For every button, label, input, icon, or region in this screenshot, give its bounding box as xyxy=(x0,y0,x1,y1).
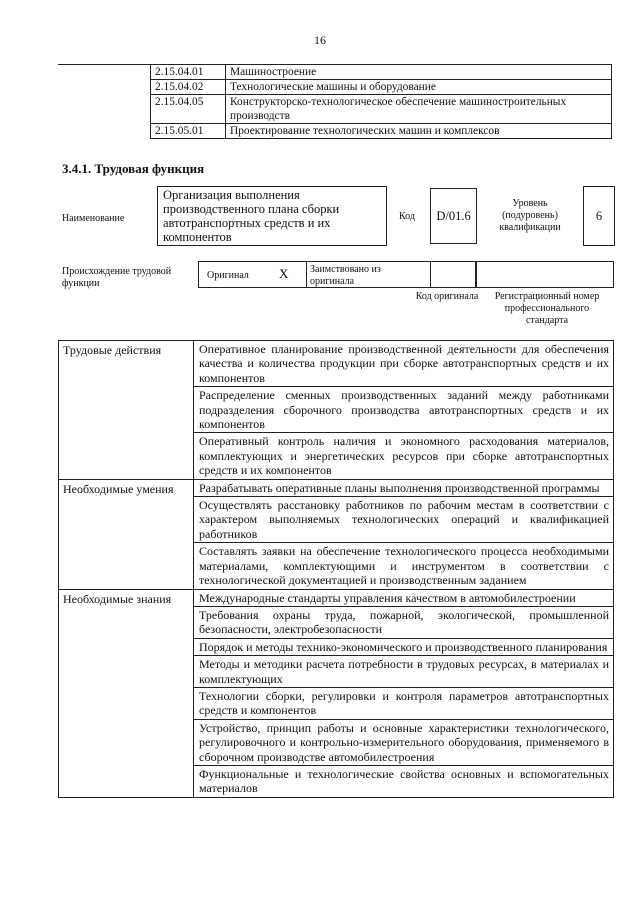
specialty-name: Проектирование технологических машин и комплексов xyxy=(226,124,612,139)
function-details-table xyxy=(58,340,614,798)
specialty-name: Конструкторско-технологическое обеспечение машиностроительных производств xyxy=(226,95,612,124)
borrowed-label: Заимствовано из оригинала xyxy=(306,261,431,288)
name-label: Наименование xyxy=(62,213,125,224)
origin-row xyxy=(198,261,614,288)
section-title: 3.4.1. Трудовая функция xyxy=(62,161,205,176)
list-item: Разрабатывать оперативные планы выполнения производственной программы xyxy=(194,479,614,496)
original-label: Оригинал xyxy=(207,270,249,281)
list-item: Функциональные и технологические свойства основных и вспомогательных материалов xyxy=(194,765,614,797)
table-row xyxy=(59,589,614,606)
function-name-box: Организация выполнения производственного плана сборки автотранспортных средств и их компонентов xyxy=(157,186,387,246)
level-box: 6 xyxy=(583,186,615,246)
table-row xyxy=(59,341,614,387)
code-original-cell xyxy=(431,261,476,288)
specialty-code: 2.15.04.02 xyxy=(151,80,226,95)
table-row xyxy=(59,479,614,496)
specialty-name: Технологические машины и оборудование xyxy=(226,80,612,95)
function-code-box: D/01.6 xyxy=(430,188,477,244)
list-item: Оперативный контроль наличия и экономного расходования материалов, комплектующих и энергетических ресурсов при сборке автотранспортных средств и их компонентов xyxy=(194,433,614,479)
list-item: Технологии сборки, регулировки и контроля параметров автотранспортных средств и компонентов xyxy=(194,687,614,719)
section-heading: Трудовые действия xyxy=(59,341,194,480)
list-item: Порядок и методы технико-экономического и производственного планирования xyxy=(194,638,614,655)
code-original-label: Код оригинала xyxy=(415,291,479,302)
specialty-code: 2.15.04.01 xyxy=(151,65,226,80)
specialty-code: 2.15.05.01 xyxy=(151,124,226,139)
list-item: Составлять заявки на обеспечение технологического процесса необходимыми материалами, комплектующими и инструментом в соответствии с технологической документацией и производственным заданием xyxy=(194,543,614,589)
list-item: Устройство, принцип работы и основные характеристики технологического, регулировочного и контрольно-измерительного оборудования, применяемого в сборочном производстве автомобилестроения xyxy=(194,719,614,765)
list-item: Методы и методики расчета потребности в трудовых ресурсах, в материалах и комплектующих xyxy=(194,656,614,688)
specialties-table xyxy=(58,64,612,139)
list-item: Требования охраны труда, пожарной, экологической, промышленной безопасности, электробезопасности xyxy=(194,606,614,638)
page-number: 16 xyxy=(314,33,326,47)
list-item: Международные стандарты управления качеством в автомобилестроении xyxy=(194,589,614,606)
specialty-name: Машиностроение xyxy=(226,65,612,80)
reg-number-cell xyxy=(476,261,614,288)
level-label: Уровень (подуровень) квалификации xyxy=(499,198,561,233)
list-item: Оперативное планирование производственной деятельности для обеспечения качества и количества продукции при сборке автотранспортных средств и их компонентов xyxy=(194,341,614,387)
reg-number-label: Регистрационный номер профессионального стандарта xyxy=(494,291,600,326)
original-mark: X xyxy=(279,266,289,281)
specialty-code: 2.15.04.05 xyxy=(151,95,226,124)
origin-label: Происхождение трудовой функции xyxy=(62,266,172,289)
code-label: Код xyxy=(399,211,415,222)
section-heading: Необходимые умения xyxy=(59,479,194,589)
section-heading: Необходимые знания xyxy=(59,589,194,797)
list-item: Осуществлять расстановку работников по рабочим местам в соответствии с характером выполняемых технологических операций и квалификацией работников xyxy=(194,497,614,543)
table-row xyxy=(58,65,612,80)
list-item: Распределение сменных производственных заданий между работниками подразделения сборочного производства автотранспортных средств и их компонентов xyxy=(194,387,614,433)
